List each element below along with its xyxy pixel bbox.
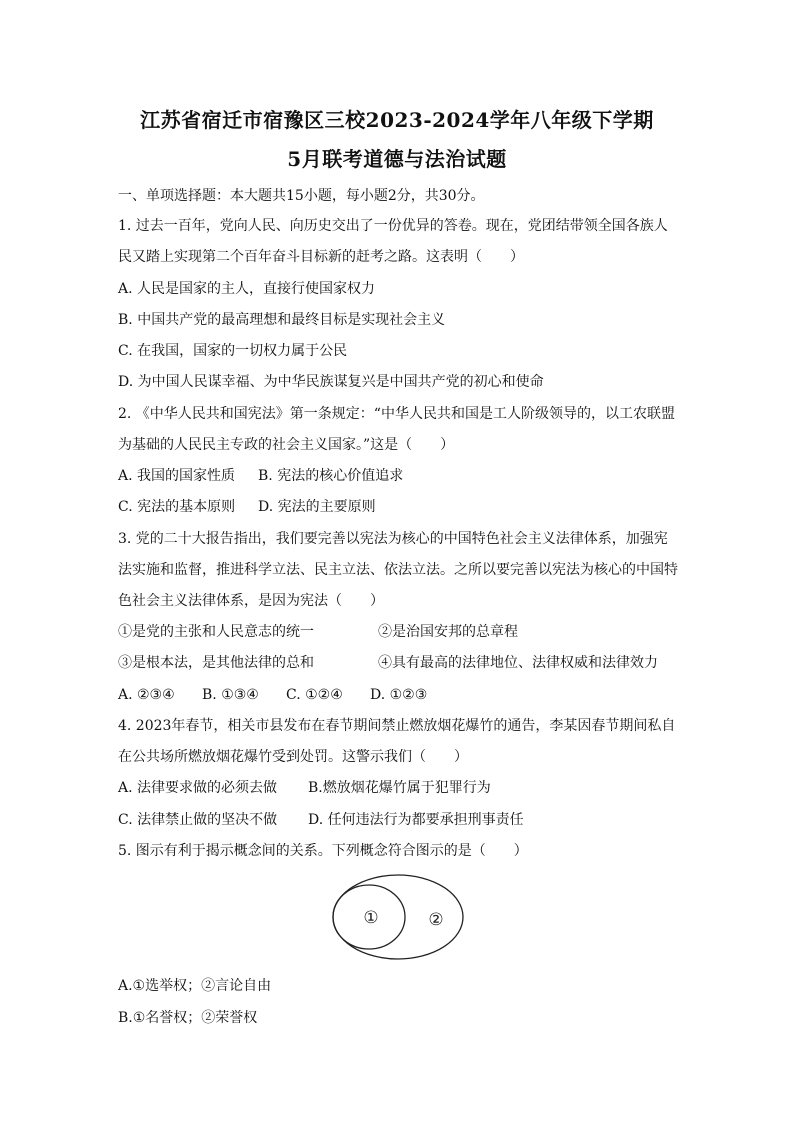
q4-options-row1 (118, 778, 678, 798)
q1-stem-line1: 1. 过去一百年，党向人民、向历史交出了一份优异的答卷。现在，党团结带领全国各族人 (118, 218, 668, 234)
q3-items-row1 (118, 622, 678, 642)
venn-diagram (330, 872, 466, 962)
q2-option-b: B. 宪法的核心价值追求 (258, 468, 404, 484)
exam-title-line2: 5月联考道德与法治试题 (287, 147, 507, 171)
q3-item-2: ②是治国安邦的总章程 (378, 624, 518, 640)
q4-option-d: D. 任何违法行为都要承担刑事责任 (308, 812, 524, 828)
q1-stem-line2: 民又踏上实现第二个百年奋斗目标新的赶考之路。这表明（ ） (118, 249, 524, 265)
q2-option-d: D. 宪法的主要原则 (258, 499, 376, 515)
q3-option-b: B. ①③④ (202, 687, 259, 703)
q1-option-d: D. 为中国人民谋幸福、为中华民族谋复兴是中国共产党的初心和使命 (118, 374, 544, 390)
q4-options-row2 (118, 810, 678, 830)
q3-stem-line3: 色社会主义法律体系，是因为宪法（ ） (118, 593, 384, 609)
q2-stem-line2: 为基础的人民民主专政的社会主义国家。”这是（ ） (118, 437, 455, 453)
q1-option-b: B. 中国共产党的最高理想和最终目标是实现社会主义 (118, 312, 446, 328)
q4-option-b: B.燃放烟花爆竹属于犯罪行为 (308, 780, 491, 796)
section-heading: 一、单项选择题：本大题共15小题，每小题2分，共30分。 (118, 188, 485, 204)
q3-stem-line2: 法实施和监督，推进科学立法、民主立法、依法立法。之所以要完善以宪法为核心的中国特 (118, 562, 678, 578)
exam-title-line1: 江苏省宿迁市宿豫区三校2023-2024学年八年级下学期 (140, 108, 654, 132)
q3-option-d: D. ①②③ (370, 687, 428, 703)
q3-option-c: C. ①②④ (286, 687, 343, 703)
inner-label: ① (363, 908, 379, 928)
q5-stem: 5. 图示有利于揭示概念间的关系。下列概念符合图示的是（ ） (118, 843, 528, 859)
outer-label: ② (428, 910, 444, 930)
q3-items-row2 (118, 653, 678, 673)
q3-item-4: ④具有最高的法律地位、法律权威和法律效力 (378, 655, 658, 671)
q2-stem-line1: 2. 《中华人民共和国宪法》第一条规定：“中华人民共和国是工人阶级领导的，以工农联盟 (118, 406, 675, 422)
q4-stem-line2: 在公共场所燃放烟花爆竹受到处罚。这警示我们（ ） (118, 749, 468, 765)
q4-option-c: C. 法律禁止做的坚决不做 (118, 812, 278, 828)
q4-option-a: A. 法律要求做的必须去做 (118, 780, 278, 796)
q3-item-3: ③是根本法，是其他法律的总和 (118, 655, 314, 671)
q3-item-1: ①是党的主张和人民意志的统一 (118, 624, 314, 640)
q5-option-a: A.①选举权；②言论自由 (118, 978, 272, 994)
q3-options (118, 685, 678, 705)
q2-option-a: A. 我国的国家性质 (118, 468, 236, 484)
q2-options-row2 (118, 497, 678, 517)
q1-option-c: C. 在我国，国家的一切权力属于公民 (118, 343, 348, 359)
q2-options-row1 (118, 466, 678, 486)
q2-option-c: C. 宪法的基本原则 (118, 499, 236, 515)
q3-option-a: A. ②③④ (118, 687, 175, 703)
q3-stem-line1: 3. 党的二十大报告指出，我们要完善以宪法为核心的中国特色社会主义法律体系，加强宪 (118, 531, 668, 547)
q5-option-b: B.①名誉权；②荣誉权 (118, 1010, 258, 1026)
q4-stem-line1: 4. 2023年春节，相关市县发布在春节期间禁止燃放烟花爆竹的通告，李某因春节期间私自 (118, 718, 676, 734)
q1-option-a: A. 人民是国家的主人，直接行使国家权力 (118, 281, 376, 297)
